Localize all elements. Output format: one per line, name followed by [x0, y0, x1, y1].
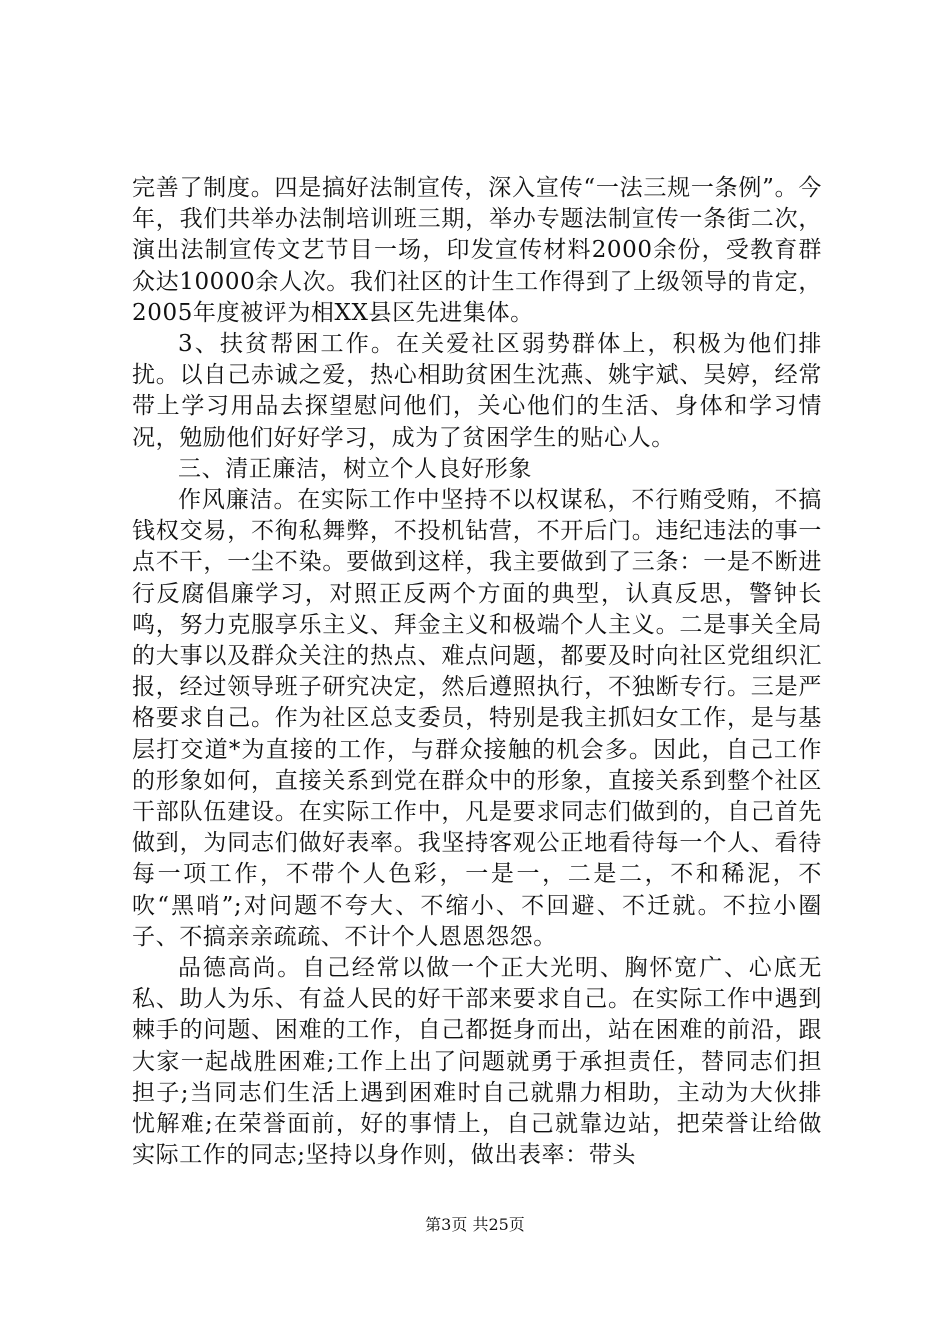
- paragraph-3: 作风廉洁。在实际工作中坚持不以权谋私，不行贿受贿，不搞钱权交易，不徇私舞弊，不投机钻营，不开后门。违纪违法的事一点不干，一尘不染。要做到这样，我主要做到了三条：一是不断进行反腐倡廉学习，对照正反两个方面的典型，认真反思，警钟长鸣，努力克服享乐主义、拜金主义和极端个人主义。二是事关全局的大事以及群众关注的热点、难点问题，都要及时向社区党组织汇报，经过领导班子研究决定，然后遵照执行，不独断专行。三是严格要求自己。作为社区总支委员，特别是我主抓妇女工作，是与基层打交道*为直接的工作，与群众接触的机会多。因此，自己工作的形象如何，直接关系到党在群众中的形象，直接关系到整个社区干部队伍建设。在实际工作中，凡是要求同志们做到的，自己首先做到，为同志们做好表率。我坚持客观公正地看待每一个人、看待每一项工作，不带个人色彩，一是一，二是二，不和稀泥，不吹“黑哨”;对问题不夸大、不缩小、不回避、不迁就。不拉小圈子、不搞亲亲疏疏、不计个人恩恩怨怨。: [132, 487, 822, 950]
- paragraph-2: 3、扶贫帮困工作。在关爱社区弱势群体上，积极为他们排扰。以自己赤诚之爱，热心相助贫困生沈燕、姚宇斌、吴婷，经常带上学习用品去探望慰问他们，关心他们的生活、身体和学习情况，勉励他们好好学习，成为了贫困学生的贴心人。: [132, 331, 822, 451]
- page-footer: 第3页 共25页: [425, 1215, 525, 1234]
- section-heading: 三、清正廉洁，树立个人良好形象: [178, 455, 532, 482]
- paragraph-1: 完善了制度。四是搞好法制宣传，深入宣传“一法三规一条例”。今年，我们共举办法制培训班三期，举办专题法制宣传一条街二次，演出法制宣传文艺节目一场，印发宣传材料2000余份，受教育群众达10000余人次。我们社区的计生工作得到了上级领导的肯定，2005年度被评为相XX县区先进集体。: [132, 175, 822, 326]
- document-body: [132, 173, 822, 1172]
- paragraph-4: 品德高尚。自己经常以做一个正大光明、胸怀宽广、心底无私、助人为乐、有益人民的好干部来要求自己。在实际工作中遇到棘手的问题、困难的工作，自己都挺身而出，站在困难的前沿，跟大家一起战胜困难;工作上出了问题就勇于承担责任，替同志们担担子;当同志们生活上遇到困难时自己就鼎力相助，主动为大伙排忧解难;在荣誉面前，好的事情上，自己就靠边站，把荣誉让给做实际工作的同志;坚持以身作则，做出表率：带头: [132, 955, 822, 1169]
